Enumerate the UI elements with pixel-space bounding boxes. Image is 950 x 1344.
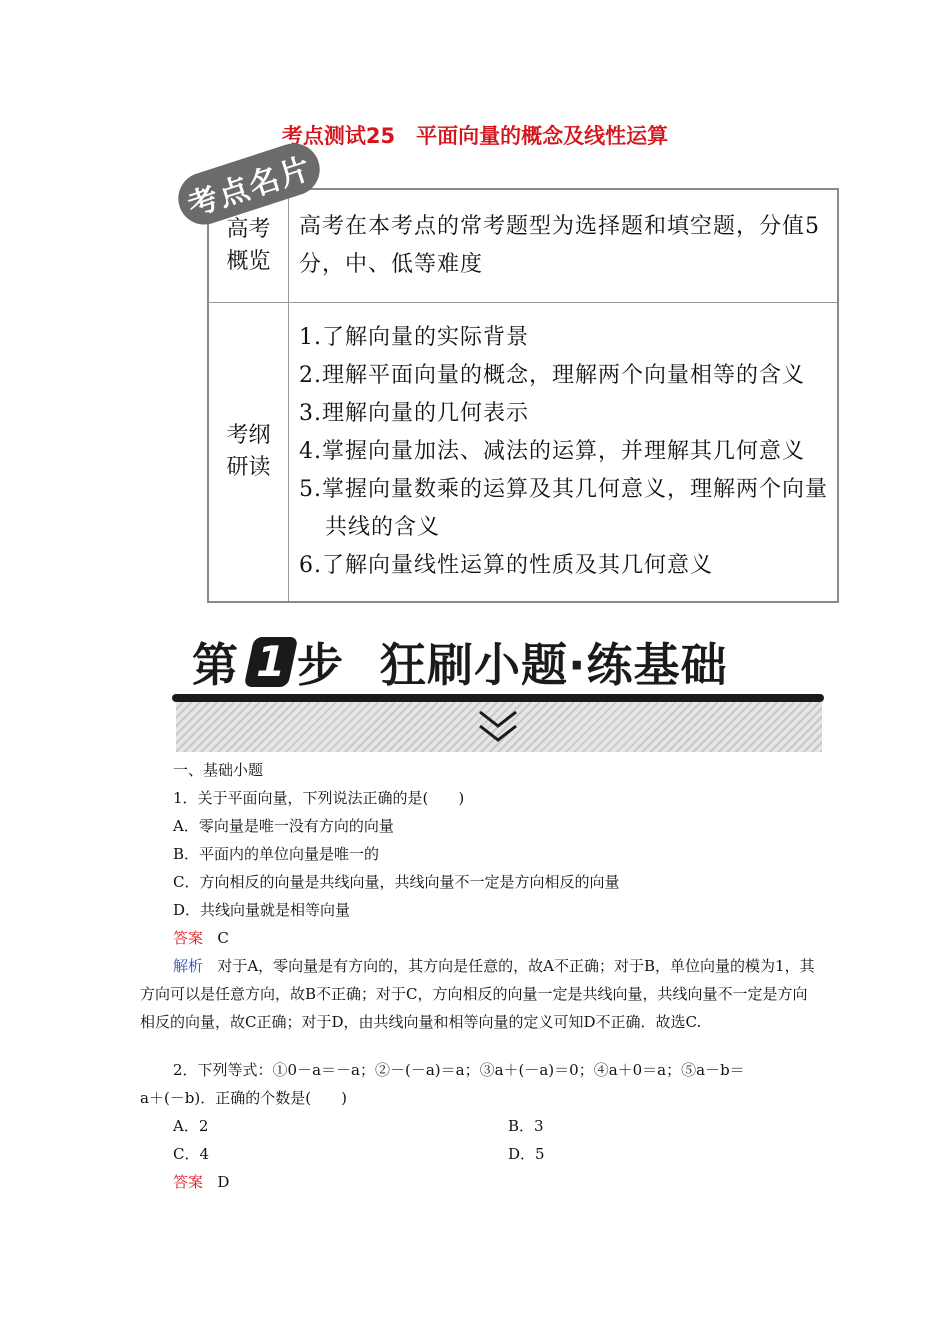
syllabus-label-line-1: 考纲 [226, 423, 271, 448]
question-2-answer [140, 1168, 820, 1196]
answer-value: D [217, 1173, 230, 1191]
objective-item: 5.掌握向量数乘的运算及其几何意义，理解两个向量共线的含义 [299, 477, 828, 540]
objective-item: 1.了解向量的实际背景 [299, 325, 529, 350]
question-1-option: A．零向量是唯一没有方向的向量 [173, 817, 394, 835]
objective-item: 3.理解向量的几何表示 [299, 401, 529, 426]
question-2-options-row [140, 1140, 820, 1168]
syllabus-objectives [289, 303, 839, 603]
overview-label-line-1: 高考 [226, 217, 271, 242]
overview-label-line-2: 概览 [226, 249, 271, 274]
syllabus-label [208, 303, 289, 603]
syllabus-label-line-2: 研读 [226, 455, 271, 480]
step-prefix: 第 [192, 638, 239, 692]
question-1-option: D．共线向量就是相等向量 [173, 901, 351, 919]
question-content [140, 756, 820, 1196]
syllabus-row [208, 303, 838, 603]
section-stamp: 考点名片 [172, 137, 327, 232]
answer-label: 答案 [173, 929, 204, 947]
overview-row [208, 189, 838, 303]
double-chevron-down-icon [476, 706, 520, 748]
objective-item: 2.理解平面向量的概念，理解两个向量相等的含义 [299, 363, 805, 388]
objective-item: 4.掌握向量加法、减法的运算，并理解其几何意义 [299, 439, 805, 464]
question-1-option: C．方向相反的向量是共线向量，共线向量不一定是方向相反的向量 [173, 873, 620, 891]
question-2-stem-line-2: a＋(－b)．正确的个数是( ) [140, 1089, 347, 1107]
question-2-option: A．2 [173, 1117, 209, 1135]
page-title: 考点测试25 平面向量的概念及线性运算 [281, 124, 669, 148]
step-word: 步 [297, 638, 344, 692]
question-2-options-row [140, 1112, 820, 1140]
question-2-option: C．4 [173, 1145, 210, 1163]
info-table [207, 188, 839, 603]
question-2-option: B．3 [508, 1117, 544, 1135]
answer-value: C [217, 929, 229, 947]
overview-text: 高考在本考点的常考题型为选择题和填空题，分值5分，中、低等难度 [289, 189, 839, 303]
step-banner [192, 632, 727, 692]
question-1-answer [140, 924, 820, 952]
question-2-option: D．5 [508, 1145, 545, 1163]
analysis-label: 解析 [173, 957, 204, 975]
answer-label: 答案 [173, 1173, 204, 1191]
analysis-text: 对于A，零向量是有方向的，其方向是任意的，故A不正确；对于B，单位向量的模为1，其方向可以是任意方向，故B不正确；对于C，方向相反的向量一定是共线向量，共线向量不一定是方向相反的向量，故C正确；对于D，由共线向量和相等向量的定义可知D不正确．故选C. [140, 957, 815, 1031]
step-heading: 狂刷小题·练基础 [380, 638, 728, 692]
question-2-stem-line-1: 2．下列等式：①0－a＝－a；②－(－a)＝a；③a＋(－a)＝0；④a＋0＝a；⑤a－b＝ [173, 1061, 745, 1079]
banner-rule [172, 694, 824, 702]
section-title: 一、基础小题 [173, 761, 264, 779]
question-1-stem: 1．关于平面向量，下列说法正确的是( ) [173, 789, 465, 807]
objective-item: 6.了解向量线性运算的性质及其几何意义 [299, 553, 713, 578]
step-number-badge: 1 [244, 637, 299, 687]
question-1-analysis [140, 952, 820, 1036]
question-1-option: B．平面内的单位向量是唯一的 [173, 845, 380, 863]
